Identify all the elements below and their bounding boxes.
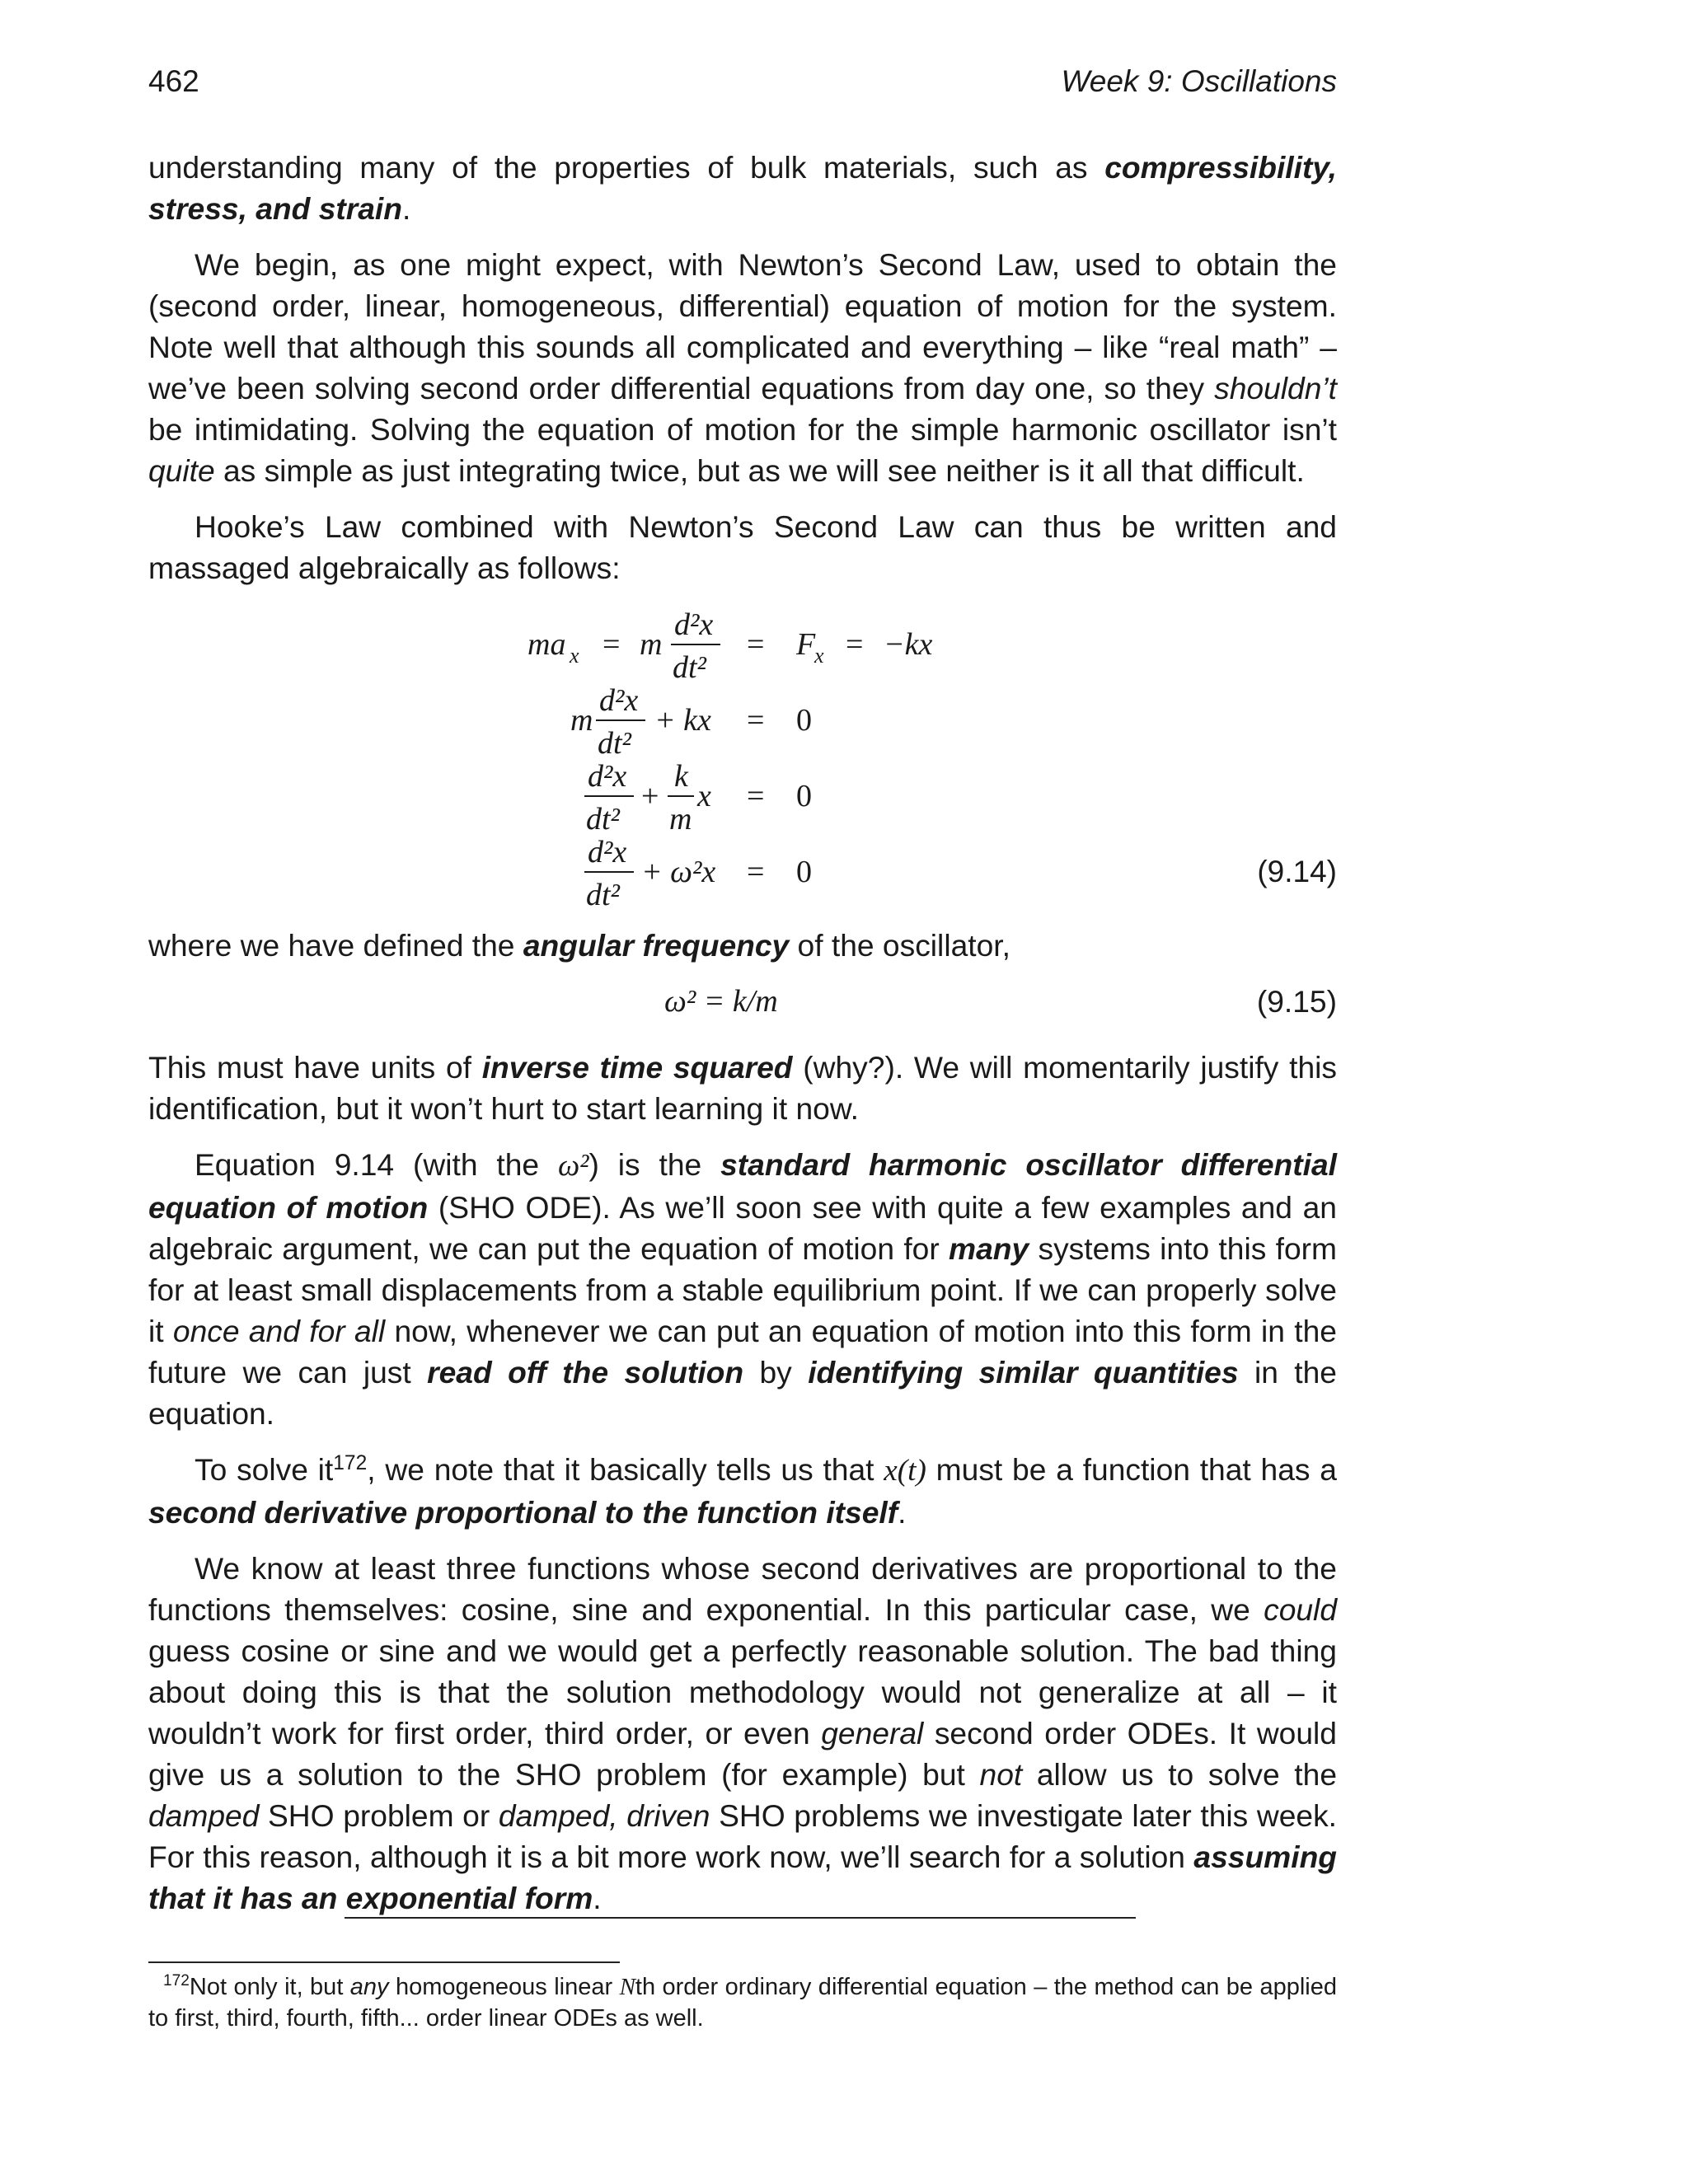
rhs: 0 [796, 779, 812, 813]
page-number: 462 [148, 64, 199, 98]
m: m [570, 703, 593, 738]
page-body [148, 147, 1337, 1933]
eq: = [747, 779, 765, 813]
rhs: 0 [796, 855, 812, 889]
text: where we have defined the [148, 928, 523, 963]
eq: = [747, 703, 765, 738]
equation-svg [148, 603, 1337, 916]
math-inline: ω² [558, 1149, 589, 1183]
x: x [697, 779, 711, 813]
text: systems into this form for at least small displacements from a stable equilibrium point. If we can properly solve it [148, 1231, 1337, 1348]
m: m [640, 627, 663, 662]
italic: damped, driven [498, 1798, 710, 1833]
eq: = [846, 627, 864, 662]
text: This must have units of [148, 1050, 482, 1085]
paragraph-7 [148, 1449, 1337, 1533]
text: allow us to solve the [1022, 1757, 1338, 1792]
footnote-number: 172 [163, 1972, 190, 1990]
sub: x [570, 644, 579, 668]
eq-row-1 [528, 607, 933, 685]
text: To solve it [195, 1452, 334, 1487]
equation-number: (9.14) [1257, 855, 1337, 888]
eq-row-3 [584, 759, 812, 837]
num: d²x [674, 607, 714, 642]
italic: could [1264, 1592, 1337, 1627]
text: understanding many of the properties of bulk materials, such as [148, 150, 1105, 185]
den: dt² [586, 802, 620, 837]
equation-expression: ω² = k/m [664, 984, 778, 1019]
paragraph-3 [148, 506, 1337, 588]
eq: = [747, 627, 765, 662]
den: dt² [586, 878, 620, 912]
paragraph-4 [148, 925, 1337, 966]
text: second order ODEs. It would give us a solution to the SHO problem (for example) but [148, 1716, 1337, 1792]
text: now, whenever we can put an equation of motion into this form in the future we can just [148, 1314, 1337, 1390]
text: Hooke’s Law combined with Newton’s Second Law can thus be written and massaged algebraically as follows: [148, 509, 1337, 585]
text: must be a function that has a [926, 1452, 1337, 1487]
text: We begin, as one might expect, with Newton’s Second Law, used to obtain the (second order, linear, homogeneous, differential) equation of motion for the system. Note well that although this sounds all complicated and everything – like “real math” – we’ve been solving second order differential equations from day one, so they [148, 247, 1337, 405]
emphasis: many [949, 1231, 1029, 1266]
text: . [401, 191, 411, 226]
text: We know at least three functions whose second derivatives are proportional to the functions themselves: cosine, sine and exponential. In this particular case, we [148, 1551, 1337, 1627]
eq: = [603, 627, 621, 662]
plus-omega: + ω²x [641, 855, 716, 889]
num: d²x [588, 835, 627, 869]
math-inline: x(t) [884, 1454, 926, 1488]
paragraph-8 [148, 1548, 1337, 1919]
emphasis: standard harmonic oscillator differential equation of motion [148, 1147, 1337, 1225]
text: be intimidating. Solving the equation of motion for the simple harmonic oscillator isn’t [148, 412, 1337, 447]
text: Not only it, but [189, 1974, 350, 2000]
footnote-rule [148, 1961, 620, 1963]
italic: not [979, 1757, 1023, 1792]
emphasis: identifying similar quantities [808, 1355, 1239, 1390]
F: F [796, 627, 816, 662]
den: dt² [598, 726, 631, 761]
eq: = [747, 855, 765, 889]
text: in the equation. [148, 1355, 1337, 1431]
text: by [743, 1355, 809, 1390]
footnote-ref[interactable]: 172 [333, 1451, 368, 1474]
text: as simple as just integrating twice, but as we will see neither is it all that difficult. [214, 453, 1305, 488]
paragraph-2 [148, 244, 1337, 491]
paragraph-6 [148, 1144, 1337, 1434]
equation-number: (9.15) [1256, 984, 1337, 1019]
emphasis: assuming that it has an exponential form [148, 1840, 1337, 1915]
rhs: −kx [884, 627, 933, 662]
italic: shouldn’t [1214, 371, 1337, 405]
rhs: 0 [796, 703, 812, 738]
ma: ma [528, 627, 566, 662]
italic: general [821, 1716, 924, 1750]
num: d²x [599, 683, 639, 718]
text: Equation 9.14 (with the [195, 1147, 559, 1182]
eq-row-4 [584, 835, 812, 912]
text: (why?). We will momentarily justify this identification, but it won’t hurt to start learning it now. [148, 1050, 1338, 1126]
eq-row-2 [570, 683, 812, 761]
equation-9-14 [148, 603, 1337, 916]
text: SHO problems we investigate later this week. For this reason, although it is a bit more work now, we’ll search for a solution [148, 1798, 1337, 1874]
paragraph-1 [148, 147, 1337, 229]
italic: quite [148, 453, 215, 488]
den: dt² [673, 650, 706, 685]
text: , we note that it basically tells us that [367, 1452, 884, 1487]
emphasis: angular frequency [523, 928, 790, 963]
num: d²x [588, 759, 627, 794]
den-m: m [669, 802, 692, 837]
italic: any [349, 1974, 389, 2000]
emphasis: second derivative proportional to the function itself [148, 1495, 898, 1530]
plus-kx: + kx [654, 703, 711, 738]
text: th order ordinary differential equation – the method can be applied to first, third, fourth, fifth... order linear ODEs as well. [148, 1974, 1337, 2032]
text: (SHO ODE). As we’ll soon see with quite a few examples and an algebraic argument, we can put the equation of motion for [148, 1190, 1337, 1266]
text: ) is the [588, 1147, 721, 1182]
text: . [898, 1495, 907, 1530]
page-header [148, 64, 1337, 102]
section-divider [345, 1917, 1136, 1919]
emphasis: inverse time squared [481, 1050, 793, 1085]
plus: + [641, 779, 659, 813]
paragraph-5 [148, 1047, 1337, 1129]
num-k: k [674, 759, 688, 794]
math-inline: N [619, 1974, 635, 2000]
italic: damped [148, 1798, 260, 1833]
text: guess cosine or sine and we would get a perfectly reasonable solution. The bad thing about doing this is that the solution methodology would not generalize at all – it wouldn’t work for first order, third order, or even [148, 1633, 1337, 1750]
emphasis: compressibility, stress, and strain [148, 150, 1337, 226]
emphasis: read off the solution [427, 1355, 744, 1390]
text: . [593, 1881, 602, 1915]
text: of the oscillator, [789, 928, 1010, 963]
sub: x [814, 644, 824, 668]
equation-9-15 [148, 981, 1337, 1035]
running-title: Week 9: Oscillations [1061, 64, 1337, 98]
text: homogeneous linear [388, 1974, 620, 2000]
italic: once and for all [172, 1314, 386, 1348]
text: SHO problem or [259, 1798, 499, 1833]
footnote [148, 1971, 1337, 2034]
